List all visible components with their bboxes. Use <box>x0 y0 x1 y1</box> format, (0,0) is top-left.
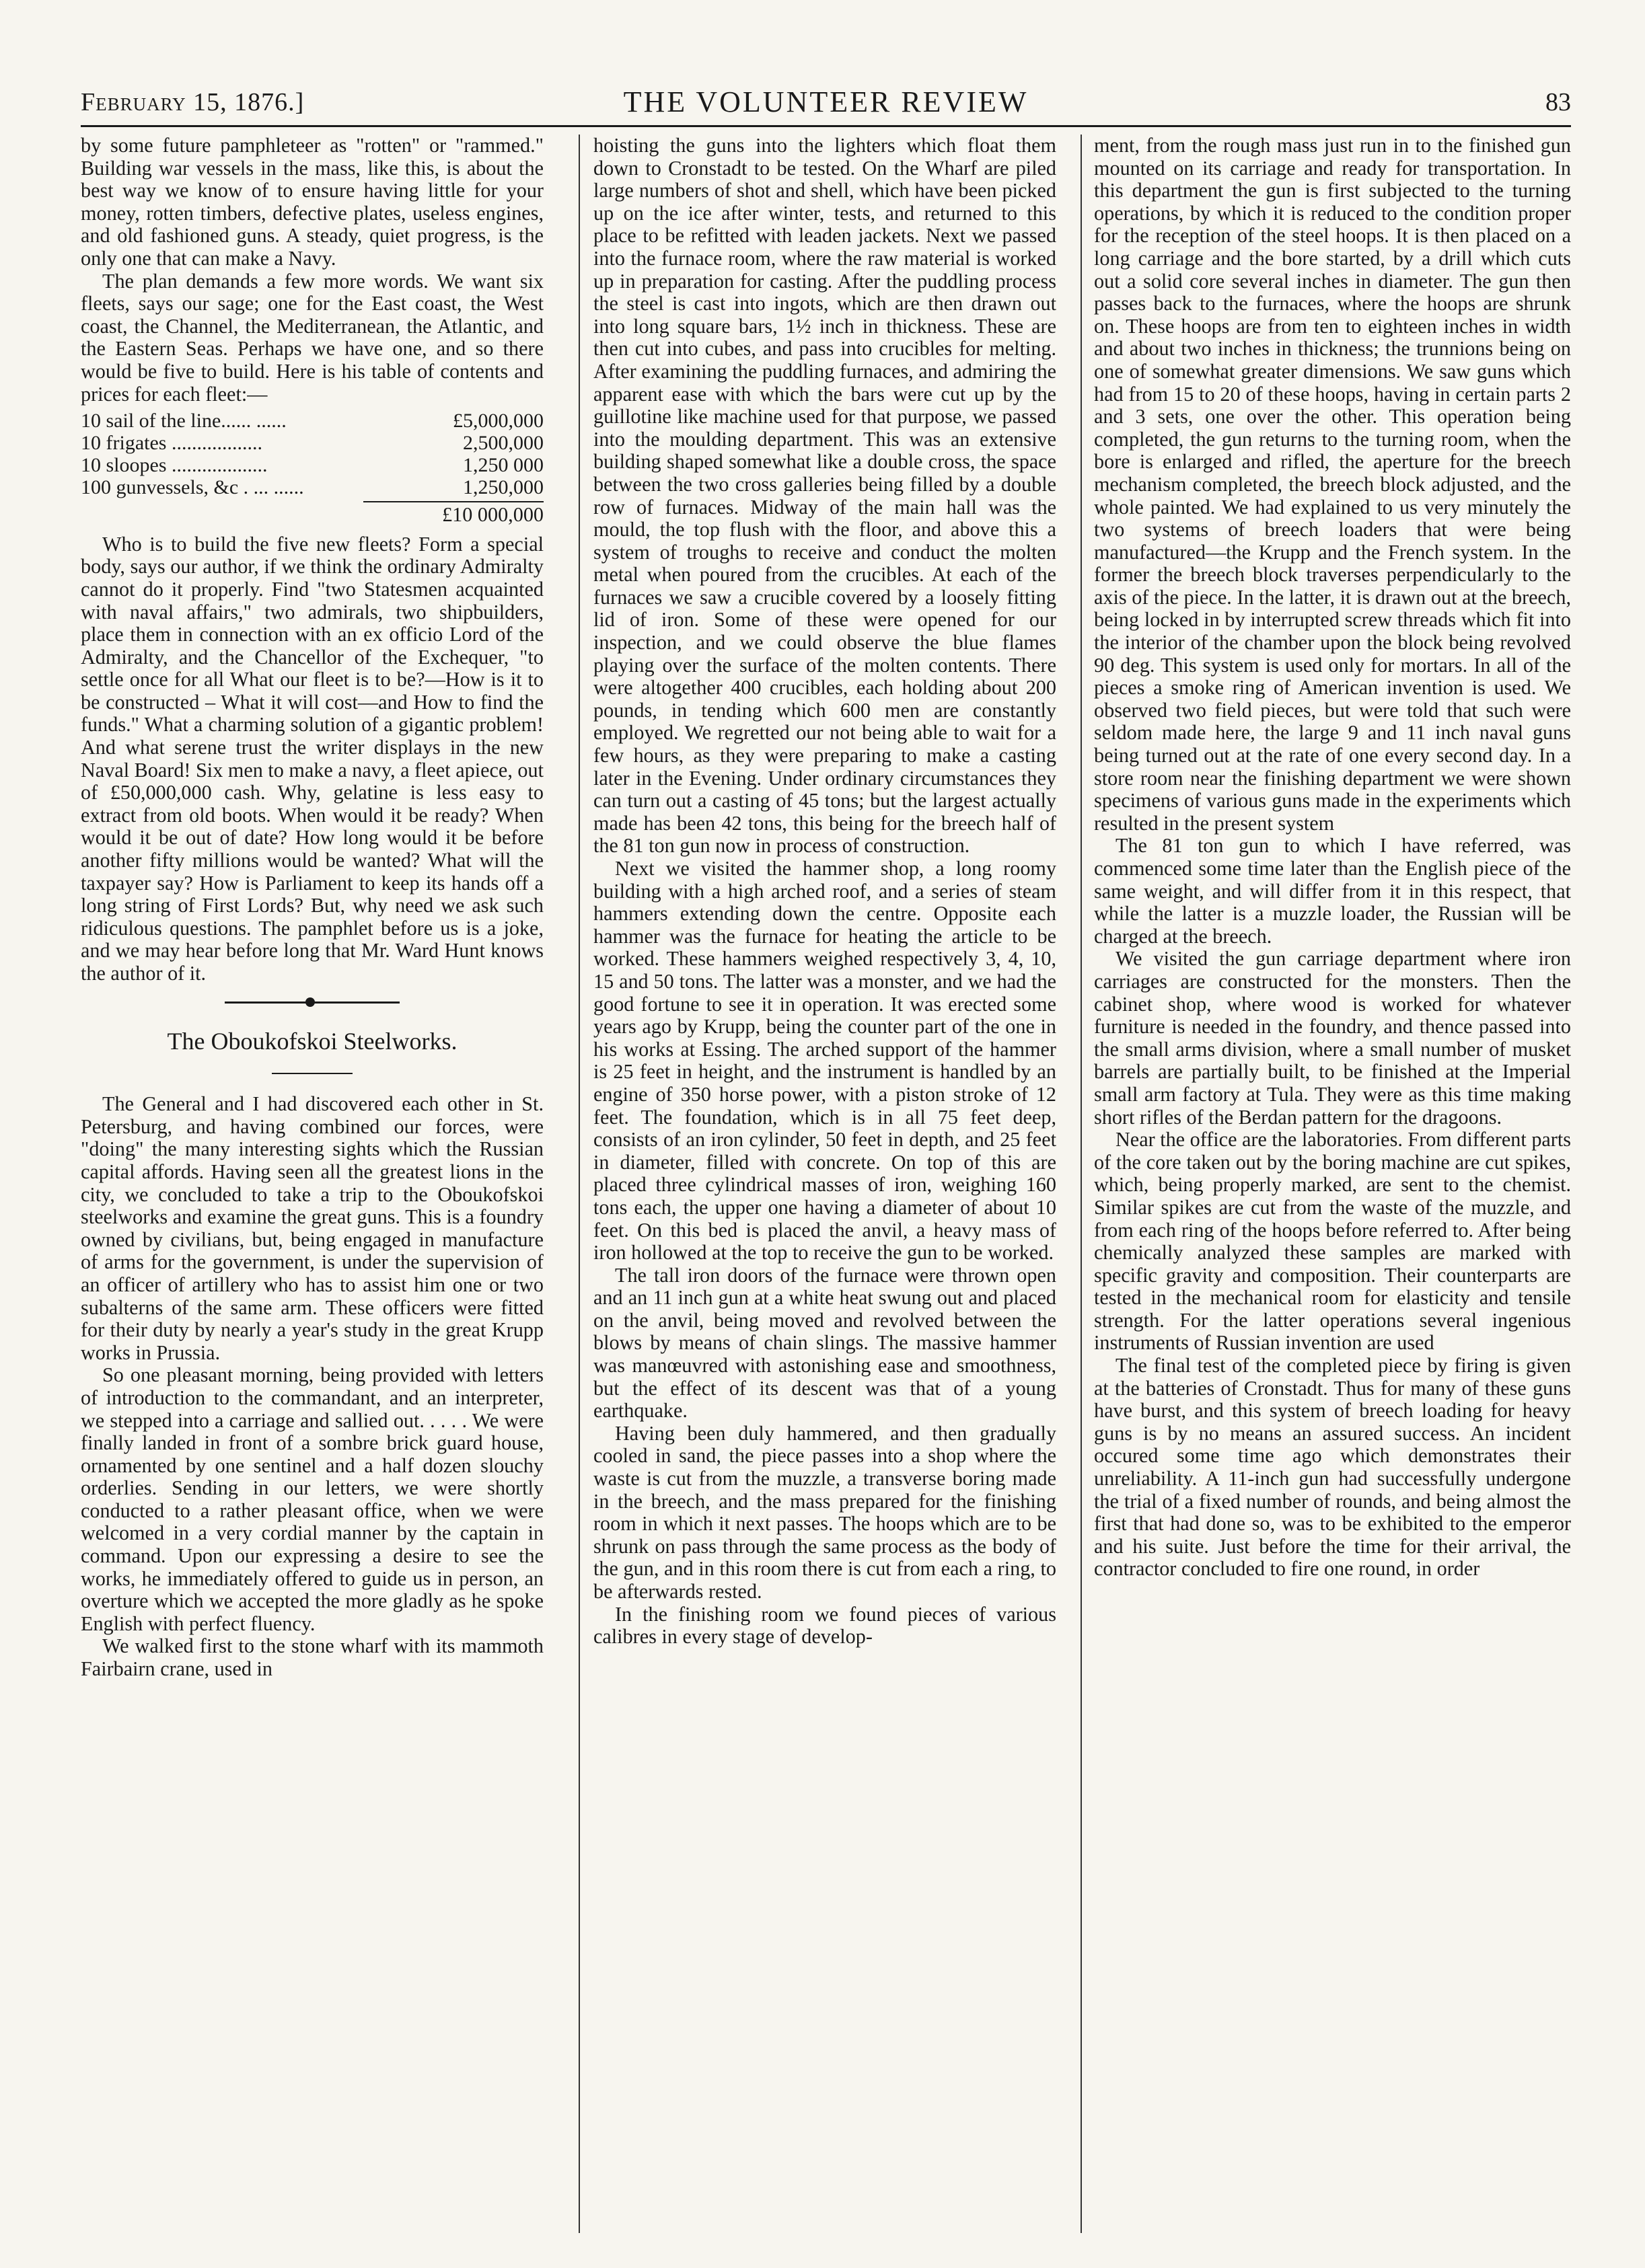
issue-date: February 15, 1876.] <box>81 88 305 116</box>
paragraph: Having been duly hammered, and then gradually cooled in sand, the piece passes into a shop where the waste is cut from the muzzle, a transverse boring made in the breech, and the mass prepared for the finishing room in which it next passes. The hoops which are to be shrunk on pass through the same process as the body of the gun, and in this room there is cut from each a ring, to be afterwards rested. <box>593 1421 1056 1603</box>
paragraph: Next we visited the hammer shop, a long roomy building with a high arched roof, and a series of steam hammers extending down the centre. Opposite each hammer was the furnace for heating the article to be worked. These hammers weighed respectively 3, 4, 10, 15 and 50 tons. The latter was a monster, and we had the good fortune to see it in operation. It was erected some years ago by Krupp, being the counter part of the one in his works at Essing. The arched support of the hammer is 25 feet in height, and the instrument is handled by an engine of 350 horse power, with a piston stroke of 12 feet. The foundation, which is in all 75 feet deep, consists of an iron cylinder, 50 feet in depth, and 25 feet in diameter, filled with concrete. On top of this are placed three cylindrical masses of iron, weighing 160 tons each, the upper one having a diameter of about 10 feet. On this bed is placed the anvil, a heavy mass of iron hollowed at the top to receive the gun to be worked. <box>593 857 1056 1264</box>
table-row <box>81 454 544 476</box>
fleet-item: 10 sloopes ................... <box>81 454 268 477</box>
paragraph: We visited the gun carriage department where iron carriages are constructed for the monsters. Then the cabinet shop, where wood is worked for whatever furniture is needed in the foundry, and thence passed into the small arms division, where a small number of musket barrels are partially built, to be finished at the Imperial small arm factory at Tula. They were as this time making short rifles of the Berdan pattern for the dragoons. <box>1094 947 1571 1129</box>
column-2 <box>593 135 1056 2233</box>
paragraph: The final test of the completed piece by firing is given at the batteries of Cronstadt. Thus for many of these guns have burst, and this system of breech loading for heavy guns is by no means an assured success. An incident occured some time ago which demonstrates their unreliability. A 11-inch gun had successfully undergone the trial of a fixed number of rounds, and being almost the first that had done so, was to be exhibited to the emperor and his suite. Just before the time for their arrival, the contractor concluded to fire one round, in order <box>1094 1354 1571 1581</box>
fleet-item: 10 sail of the line...... ...... <box>81 410 287 432</box>
fleet-item: 100 gunvessels, &c . ... ...... <box>81 476 304 499</box>
paragraph: by some future pamphleteer as "rotten" or "rammed." Building war vessels in the mass, like this, is about the best way we know of to ensure having little for your money, rotten timbers, defective plates, useless engines, and old fashioned guns. A steady, quiet progress, is the only one that can make a Navy. <box>81 135 544 270</box>
column-rule-1 <box>579 135 580 2233</box>
section-divider <box>225 1001 400 1004</box>
fleet-item: 10 frigates .................. <box>81 432 262 455</box>
header-rule <box>81 125 1571 127</box>
newspaper-title: THE VOLUNTEER REVIEW <box>623 85 1029 118</box>
paragraph: Near the office are the laboratories. From different parts of the core taken out by the boring machine are cut spikes, which, being properly marked, are sent to the chemist. Similar spikes are cut from the waste of the muzzle, and from each ring of the hoops before referred to. After being chemically analyzed these samples are marked with specific gravity and composition. Their counterparts are tested in the mechanical room for elasticity and tensile strength. For the latter operations several ingenious instruments of Russian invention are used <box>1094 1128 1571 1355</box>
table-row <box>81 476 544 498</box>
fleet-amount: 2,500,000 <box>463 432 544 455</box>
paragraph: ment, from the rough mass just run in to the finished gun mounted on its carriage and ready for transportation. In this department the gun is first subjected to the turning operations, by which it is reduced to the condition proper for the reception of the steel hoops. It is then placed on a long carriage and the bore started, by a drill which cuts out a solid core several inches in diameter. The gun then passes back to the furnaces, where the hoops are shrunk on. These hoops are from ten to eighteen inches in width and about two inches in thickness; the trunnions being on one of somewhat greater dimensions. We saw guns which had from 15 to 20 of these hoops, having in certain parts 2 and 3 sets, one over the other. This operation being completed, the gun returns to the turning room, when the bore is enlarged and rifled, the aperture for the breech mechanism completed, the breech block adjusted, and the whole painted. We had explained to us very minutely the two systems of breech loaders that were being manufactured—the Krupp and the French system. In the former the breech block traverses perpendicularly to the axis of the piece. In the latter, it is drawn out at the breech, being locked in by interrupted screw threads which fit into the interior of the chamber upon the block being revolved 90 deg. This system is used only for mortars. In all of the pieces a smoke ring of American invention is used. We observed two field pieces, but were told that such were seldom made here, the large 9 and 11 inch naval guns being turned out at the rate of one every second day. In a store room near the finishing department we were shown specimens of various guns made in the experiments which resulted in the present system <box>1094 135 1571 835</box>
fleet-total: £10 000,000 <box>363 501 544 527</box>
fleet-cost-table <box>81 410 544 498</box>
fleet-amount: 1,250 000 <box>463 454 544 477</box>
paragraph: The General and I had discovered each other in St. Petersburg, and having combined our forces, were "doing" the many interesting sights which the Russian capital affords. Having seen all the greatest lions in the city, we concluded to take a trip to the Oboukofskoi steelworks and examine the great guns. This is a foundry owned by civilians, but, being engaged in manufacture of arms for the government, is under the supervision of an officer of artillery who has to assist him one or two subalterns of the same arm. These officers were fitted for their duty by nearly a year's study in the great Krupp works in Prussia. <box>81 1092 544 1364</box>
column-3 <box>1094 135 1571 2233</box>
paragraph: The 81 ton gun to which I have referred, was commenced some time later than the English piece of the same weight, and will differ from it in this respect, that while the latter is a muzzle loader, the Russian will be charged at the breech. <box>1094 834 1571 948</box>
paragraph: hoisting the guns into the lighters which float them down to Cronstadt to be tested. On the Wharf are piled large numbers of shot and shell, which have been picked up on the ice after winter, tests, and returned to this place to be refitted with leaden jackets. Next we passed into the furnace room, where the raw material is worked up in preparation for casting. After the puddling process the steel is cast into ingots, which are then drawn out into long square bars, 1½ inch in thickness. These are then cut into cubes, and pass into crucibles for melting. After examining the puddling furnaces, and admiring the apparent ease with which the bars were cut up by the guillotine like machine used for that purpose, we passed into the moulding department. This was an extensive building shaped somewhat like a double cross, the space between the two cross galleries being filled by a double row of furnaces. Midway of the main hall was the mould, the top flush with the floor, and above this a system of troughs to receive and conduct the molten metal when poured from the crucibles. At each of the furnaces we saw a crucible covered by a loosely fitting lid of iron. Some of these were opened for our inspection, and we could observe the blue flames playing over the surface of the molten contents. There were altogether 400 crucibles, each holding about 200 pounds, in tending which 600 men are constantly employed. We regretted our not being able to wait for a few hours, as they were preparing to make a casting later in the Evening. Under ordinary circumstances they can turn out a casting of 45 tons; but the largest actually made has been 42 tons, this being for the breech half of the 81 ton gun now in process of construction. <box>593 135 1056 858</box>
fleet-amount: 1,250,000 <box>463 476 544 499</box>
fleet-amount: £5,000,000 <box>453 410 544 432</box>
column-rule-2 <box>1081 135 1082 2233</box>
paragraph: In the finishing room we found pieces of various calibres in every stage of develop- <box>593 1602 1056 1649</box>
page-number: 83 <box>1545 88 1571 116</box>
paragraph: The tall iron doors of the furnace were thrown open and an 11 inch gun at a white heat swung out and placed on the anvil, being moved and revolved between the blows by means of chain slings. The massive hammer was manœuvred with astonishing ease and smoothness, but the effect of its descent was that of a young earthquake. <box>593 1263 1056 1423</box>
paragraph: The plan demands a few more words. We want six fleets, says our sage; one for the East coast, the West coast, the Channel, the Mediterranean, the Atlantic, and the Eastern Seas. Perhaps we have one, and so there would be five to build. Here is his table of contents and prices for each fleet:— <box>81 269 544 406</box>
table-row <box>81 432 544 454</box>
article-heading: The Oboukofskoi Steelworks. <box>167 1027 458 1055</box>
heading-rule <box>272 1073 353 1074</box>
paragraph: So one pleasant morning, being provided with letters of introduction to the commandant, and an interpreter, we stepped into a carriage and sallied out. . . . . We were finally landed in front of a sombre brick guard house, ornamented by one sentinel and a half dozen slouchy orderlies. Sending in our letters, we were shortly conducted to a rather pleasant office, when we were welcomed in a very cordial manner by the captain in command. Upon our expressing a desire to see the works, he immediately offered to guide us in person, an overture which we accepted the more gladly as he spoke English with perfect fluency. <box>81 1363 544 1635</box>
paragraph: We walked first to the stone wharf with its mammoth Fairbairn crane, used in <box>81 1634 544 1681</box>
masthead <box>81 78 1571 125</box>
paragraph: Who is to build the five new fleets? Form a special body, says our author, if we think the ordinary Admiralty cannot do it properly. Find "two Statesmen acquainted with naval affairs," two admirals, two shipbuilders, place them in connection with an ex officio Lord of the Admiralty, and the Chancellor of the Exchequer, "to settle once for all What our fleet is to be?—How is it to be constructed – What it will cost—and How to find the funds." What a charming solution of a gigantic problem! And what serene trust the writer displays in the new Naval Board! Six men to make a navy, a fleet apiece, out of £50,000,000 cash. Why, gelatine is less easy to extract from old boots. When would it be ready? When would it be out of date? How long would it be before another fifty millions would be wanted? What will the taxpayer say? How is Parliament to keep its hands off a long string of First Lords? But, why need we ask such ridiculous questions. The pamphlet before us is a joke, and we may hear before long that Mr. Ward Hunt knows the author of it. <box>81 532 544 985</box>
table-row <box>81 410 544 432</box>
column-1 <box>81 135 544 2233</box>
